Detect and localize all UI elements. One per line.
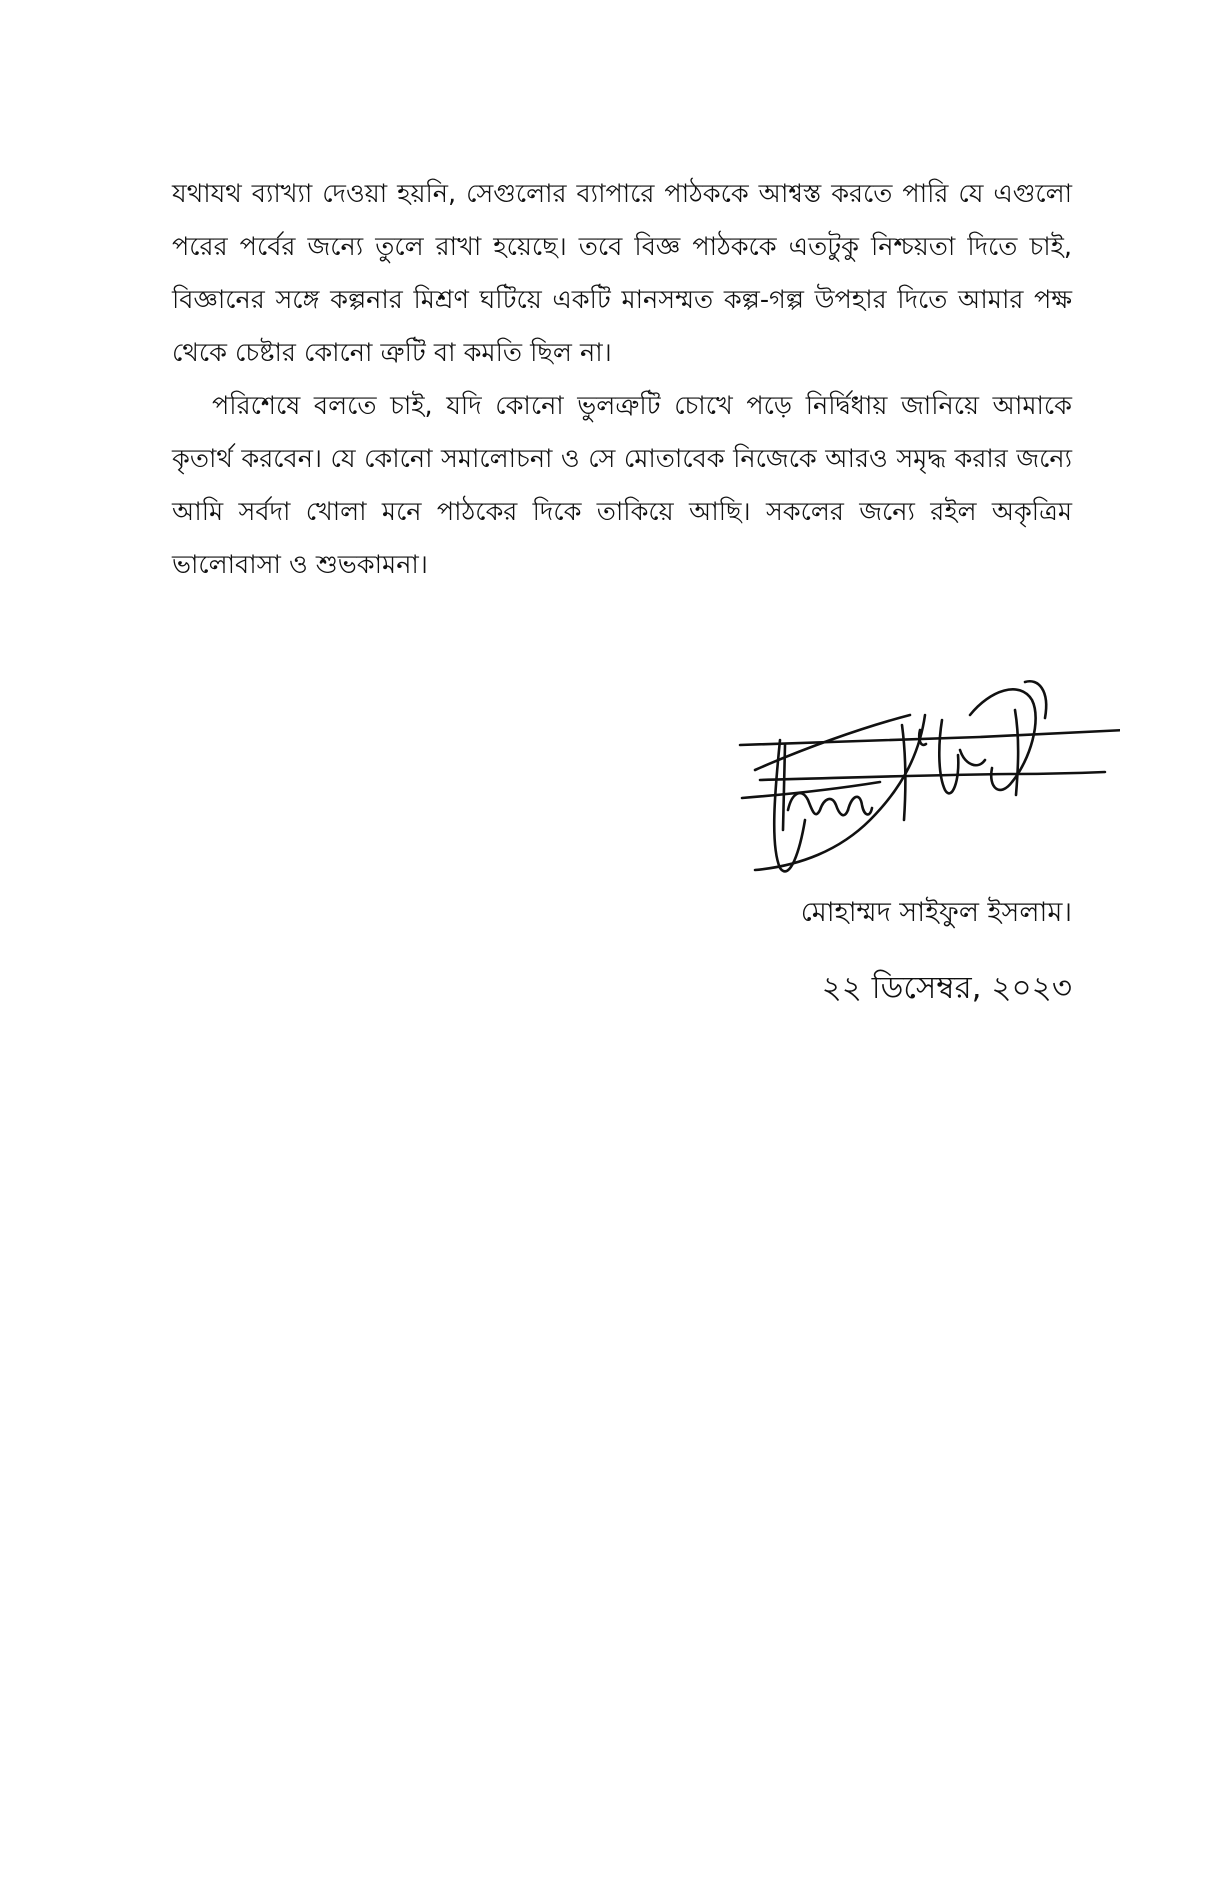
signature-date: ২২ ডিসেম্বর, ২০২৩: [821, 970, 1072, 1006]
paragraph-continuation: যথাযথ ব্যাখ্যা দেওয়া হয়নি, সেগুলোর ব্যাপারে পাঠককে আশ্বস্ত করতে পারি যে এগুলো পরের পর্বের জন্যে তুলে রাখা হয়েছে। তবে বিজ্ঞ পাঠককে এতটুকু নিশ্চয়তা দিতে চাই, বিজ্ঞানের সঙ্গে কল্পনার মিশ্রণ ঘটিয়ে একটি মানসম্মত কল্প-গল্প উপহার দিতে আমার পক্ষ থেকে চেষ্টার কোনো ত্রুটি বা কমতি ছিল না।: [172, 179, 1072, 368]
body-text: [172, 168, 1072, 592]
signer-name: মোহাম্মদ সাইফুল ইসলাম।: [800, 897, 1072, 928]
paragraph-closing: পরিশেষে বলতে চাই, যদি কোনো ভুলত্রুটি চোখে পড়ে নির্দ্বিধায় জানিয়ে আমাকে কৃতার্থ করবেন। যে কোনো সমালোচনা ও সে মোতাবেক নিজেকে আরও সমৃদ্ধ করার জন্যে আমি সর্বদা খোলা মনে পাঠকের দিকে তাকিয়ে আছি। সকলের জন্যে রইল অকৃত্রিম ভালোবাসা ও শুভকামনা।: [172, 391, 1072, 580]
signature-icon: [720, 670, 1120, 890]
